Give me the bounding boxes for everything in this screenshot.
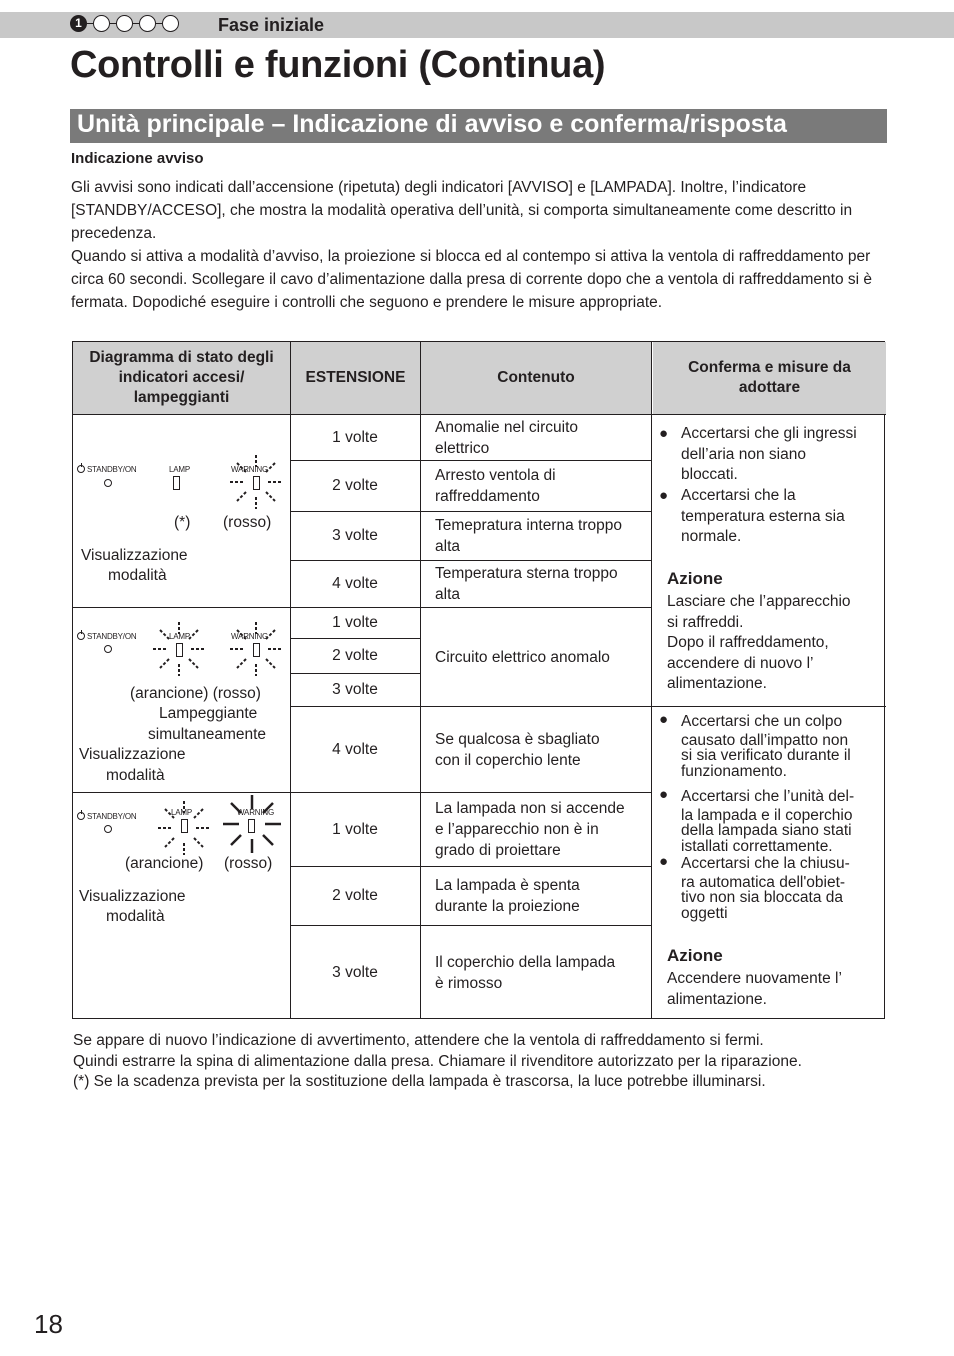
warning-indicator-label: WARNING [237, 808, 274, 817]
content-cell: La lampada è spenta durante la proiezione [435, 877, 580, 915]
count-cell: 3 volte [332, 681, 378, 698]
content-cell: Temperatura sterna troppo alta [435, 565, 618, 603]
intro-text [71, 176, 901, 314]
count-cell: 2 volte [332, 477, 378, 494]
diagram-group-2 [73, 608, 290, 792]
mode-label: Visualizzazione [81, 547, 188, 564]
bullet-item: ● Accertarsi che gli ingressi dell’aria non siano bloccati. [653, 424, 878, 486]
count-cell: 3 volte [332, 963, 378, 981]
mode-label: Visualizzazione [79, 888, 186, 905]
intro-paragraph-2: Quando si attiva a modalità d’avviso, la proiezione si blocca ed al contempo si attiva la ventola di raffreddamento per circa 60 secondi. Scollegare il cavo d’alimentazione dalla presa di corrente dopo che a ventola di raffreddamento si è fermata. Dopodiché eseguire i controlli che seguono e prendere le misure appropriate. [71, 248, 873, 311]
step-1-active: 1 [70, 15, 87, 32]
lamp-led-icon [173, 476, 180, 490]
content-cell: Arresto ventola di raffreddamento [435, 467, 556, 505]
blink-label: simultaneamente [148, 726, 267, 743]
standby-indicator-label: STANDBY/ON [77, 812, 136, 821]
bullet-item: ● Accertarsi che la chiusu- ra automatica dell'obiet- tivo non sia bloccata da oggetti [653, 854, 878, 921]
step-5 [162, 15, 179, 32]
subtitle: Unità principale – Indicazione di avviso e conferma/risposta [77, 110, 787, 138]
action-text: Lasciare che l’apparecchio si raffreddi. Dopo il raffreddamento, accendere di nuovo l’ alimentazione. [667, 593, 851, 692]
page-title: Controlli e funzioni (Continua) [70, 44, 606, 86]
content-cell: Il coperchio della lampada è rimosso [435, 953, 616, 992]
mode-label: modalità [106, 908, 165, 925]
warning-led-icon [253, 476, 260, 490]
confirm-block-1 [653, 415, 886, 706]
subtitle-bar [70, 109, 887, 143]
bullet-item: ● Accertarsi che la temperatura esterna sia normale. [653, 486, 878, 548]
mode-label: modalità [108, 567, 167, 584]
content-cell: Anomalie nel circuito elettrico [435, 418, 579, 457]
step-3 [116, 15, 133, 32]
warning-color: (rosso) [223, 514, 272, 531]
section-label: Fase iniziale [218, 15, 325, 35]
warning-led-icon [253, 643, 260, 657]
warning-color: (rosso) [224, 855, 273, 872]
note-line: Se appare di nuovo l’indicazione di avvertimento, attendere che la ventola di raffreddamento si fermi. [73, 1032, 764, 1049]
standby-led-icon [104, 479, 112, 487]
standby-led-icon [104, 645, 112, 653]
count-cell: 4 volte [332, 740, 378, 758]
indicator-colors: (arancione) (rosso) [130, 685, 261, 702]
warning-led-icon [248, 819, 255, 833]
header-content: Contenuto [421, 342, 651, 414]
confirm-block-2 [653, 707, 886, 1019]
header-diagram: Diagramma di stato degli indicatori accesi/ lampeggianti [73, 342, 290, 414]
action-text: Accendere nuovamente l’ alimentazione. [667, 970, 842, 1008]
col-divider [651, 342, 652, 1018]
header-extension: ESTENSIONE [291, 342, 420, 414]
warning-indicator-label: WARNING [231, 632, 268, 641]
power-icon [77, 465, 85, 473]
lamp-indicator-label: LAMP [169, 465, 190, 474]
standby-indicator-label: STANDBY/ON [77, 465, 136, 474]
step-indicator [70, 15, 179, 32]
diagram-group-3 [73, 793, 290, 1019]
warning-table [72, 341, 885, 1019]
action-title: Azione [667, 946, 723, 965]
asterisk-note: (*) [174, 514, 191, 531]
lamp-indicator-label: LAMP [169, 632, 190, 641]
lamp-led-icon [176, 643, 183, 657]
mode-label: Visualizzazione [79, 746, 186, 763]
intro-heading: Indicazione avviso [71, 150, 204, 167]
content-cell: La lampada non si accende e l’apparecchio non è in grado di proiettare [435, 800, 625, 859]
count-cell: 1 volte [332, 614, 378, 631]
lamp-indicator-label: LAMP [171, 808, 192, 817]
bullet-item: ● Accertarsi che l’unità del- la lampada e il coperchio della lampada siano stati istallati correttamente. [653, 787, 878, 854]
blink-label: Lampeggiante [159, 705, 258, 722]
lamp-color: (arancione) [125, 855, 204, 872]
count-cell: 1 volte [332, 428, 378, 446]
action-title: Azione [667, 569, 723, 588]
note-line: Quindi estrarre la spina di alimentazione dalla presa. Chiamare il rivenditore autorizzato per la riparazione. [73, 1052, 802, 1070]
count-cell: 2 volte [332, 887, 378, 904]
step-2 [93, 15, 110, 32]
diagram-group-1 [73, 415, 290, 607]
count-cell: 2 volte [332, 647, 378, 664]
power-icon [77, 632, 85, 640]
count-cell: 1 volte [332, 820, 378, 838]
note-line: (*) Se la scadenza prevista per la sostituzione della lampada è trascorsa, la luce potrebbe illuminarsi. [73, 1073, 766, 1090]
warning-indicator-label: WARNING [231, 465, 268, 474]
header-confirm: Conferma e misure da adottare [653, 342, 886, 414]
page-number: 18 [34, 1309, 63, 1339]
count-cell: 3 volte [332, 527, 378, 544]
power-icon [77, 812, 85, 820]
intro-paragraph-1: Gli avvisi sono indicati dall’accensione (ripetuta) degli indicatori [AVVISO] e [LAMPADA]. Inoltre, l’indicatore [STANDBY/ACCESO], che mostra la modalità operativa dell’unità, si comporta simultaneamente come descritto in precedenza. [71, 179, 853, 242]
standby-led-icon [104, 825, 112, 833]
count-cell: 4 volte [332, 575, 378, 592]
lamp-led-icon [181, 819, 188, 833]
mode-label: modalità [106, 767, 165, 784]
content-cell: Se qualcosa è sbagliato con il coperchio lente [435, 730, 600, 769]
step-4 [139, 15, 156, 32]
bullet-item: ● Accertarsi che un colpo causato dall’impatto non si sia verificato durante il funzionamento. [653, 712, 878, 779]
content-cell: Temepratura interna troppo alta [435, 517, 622, 555]
standby-indicator-label: STANDBY/ON [77, 632, 136, 641]
content-cell-merged: Circuito elettrico anomalo [435, 648, 610, 666]
footer-notes [73, 1031, 903, 1093]
